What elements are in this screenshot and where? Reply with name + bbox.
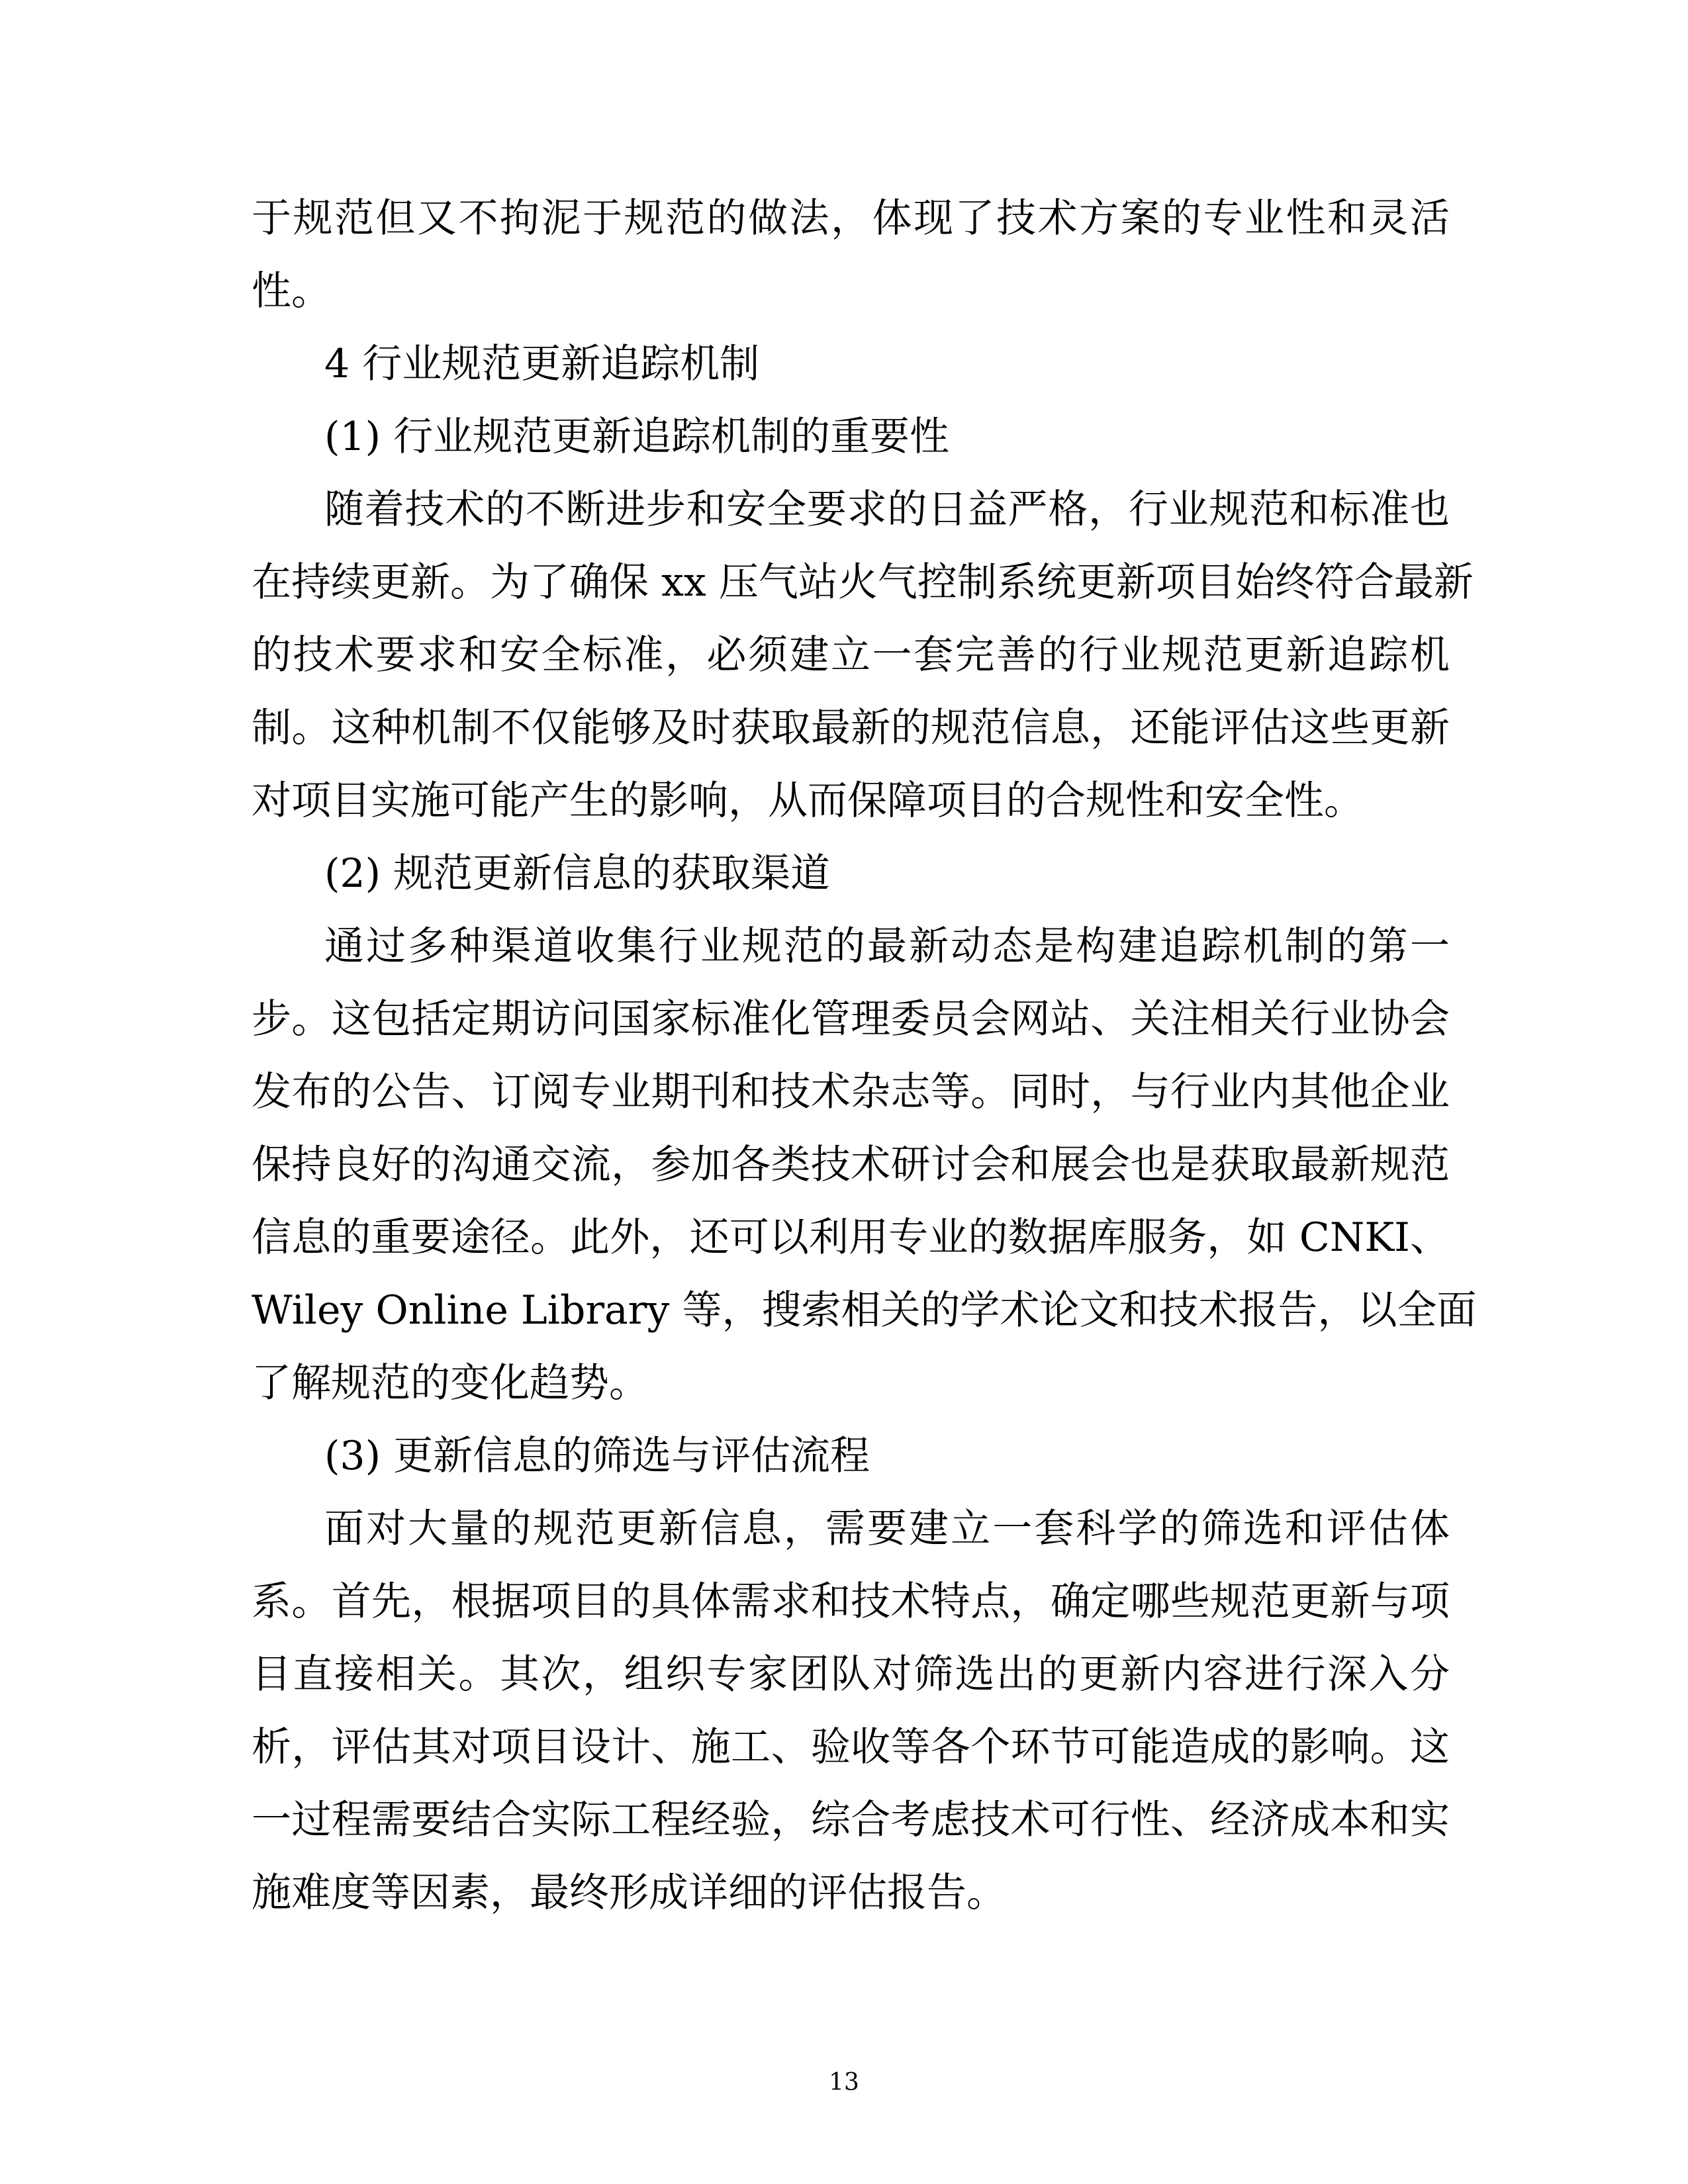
subsection-heading: (1) 行业规范更新追踪机制的重要性 bbox=[324, 414, 950, 460]
paragraph-line: 随着技术的不断进步和安全要求的日益严格，行业规范和标准也 bbox=[324, 486, 1450, 533]
section-heading: 4 行业规范更新追踪机制 bbox=[324, 341, 760, 387]
paragraph-line: 系。首先，根据项目的具体需求和技术特点，确定哪些规范更新与项 bbox=[252, 1578, 1450, 1625]
paragraph-line: 对项目实施可能产生的影响，从而保障项目的合规性和安全性。 bbox=[252, 778, 1364, 824]
paragraph-line: 制。这种机制不仅能够及时获取最新的规范信息，还能评估这些更新 bbox=[252, 705, 1450, 751]
paragraph-line: 了解规范的变化趋势。 bbox=[252, 1360, 649, 1406]
paragraph-line: Wiley Online Library 等，搜索相关的学术论文和技术报告，以全面 bbox=[252, 1287, 1477, 1334]
paragraph-line: 施难度等因素，最终形成详细的评估报告。 bbox=[252, 1870, 1006, 1916]
paragraph-line: 步。这包括定期访问国家标准化管理委员会网站、关注相关行业协会 bbox=[252, 996, 1450, 1042]
subsection-heading: (3) 更新信息的筛选与评估流程 bbox=[324, 1433, 870, 1479]
subsection-heading: (2) 规范更新信息的获取渠道 bbox=[324, 850, 831, 897]
paragraph-line: 析，评估其对项目设计、施工、验收等各个环节可能造成的影响。这 bbox=[252, 1724, 1450, 1770]
paragraph-line: 于规范但又不拘泥于规范的做法，体现了技术方案的专业性和灵活 bbox=[252, 195, 1450, 242]
paragraph-line: 一过程需要结合实际工程经验，综合考虑技术可行性、经济成本和实 bbox=[252, 1797, 1450, 1843]
paragraph-line: 面对大量的规范更新信息，需要建立一套科学的筛选和评估体 bbox=[324, 1506, 1450, 1552]
paragraph-line: 在持续更新。为了确保 xx 压气站火气控制系统更新项目始终符合最新 bbox=[252, 559, 1474, 606]
paragraph-line: 保持良好的沟通交流，参加各类技术研讨会和展会也是获取最新规范 bbox=[252, 1142, 1450, 1188]
page-number: 13 bbox=[829, 2069, 859, 2096]
paragraph-line: 通过多种渠道收集行业规范的最新动态是构建追踪机制的第一 bbox=[324, 923, 1450, 970]
paragraph-line: 的技术要求和安全标准，必须建立一套完善的行业规范更新追踪机 bbox=[252, 632, 1450, 678]
paragraph-line: 信息的重要途径。此外，还可以利用专业的数据库服务，如 CNKI、 bbox=[252, 1214, 1450, 1261]
paragraph-line: 发布的公告、订阅专业期刊和技术杂志等。同时，与行业内其他企业 bbox=[252, 1069, 1450, 1115]
paragraph-line: 目直接相关。其次，组织专家团队对筛选出的更新内容进行深入分 bbox=[252, 1651, 1450, 1698]
paragraph-line: 性。 bbox=[252, 268, 331, 314]
